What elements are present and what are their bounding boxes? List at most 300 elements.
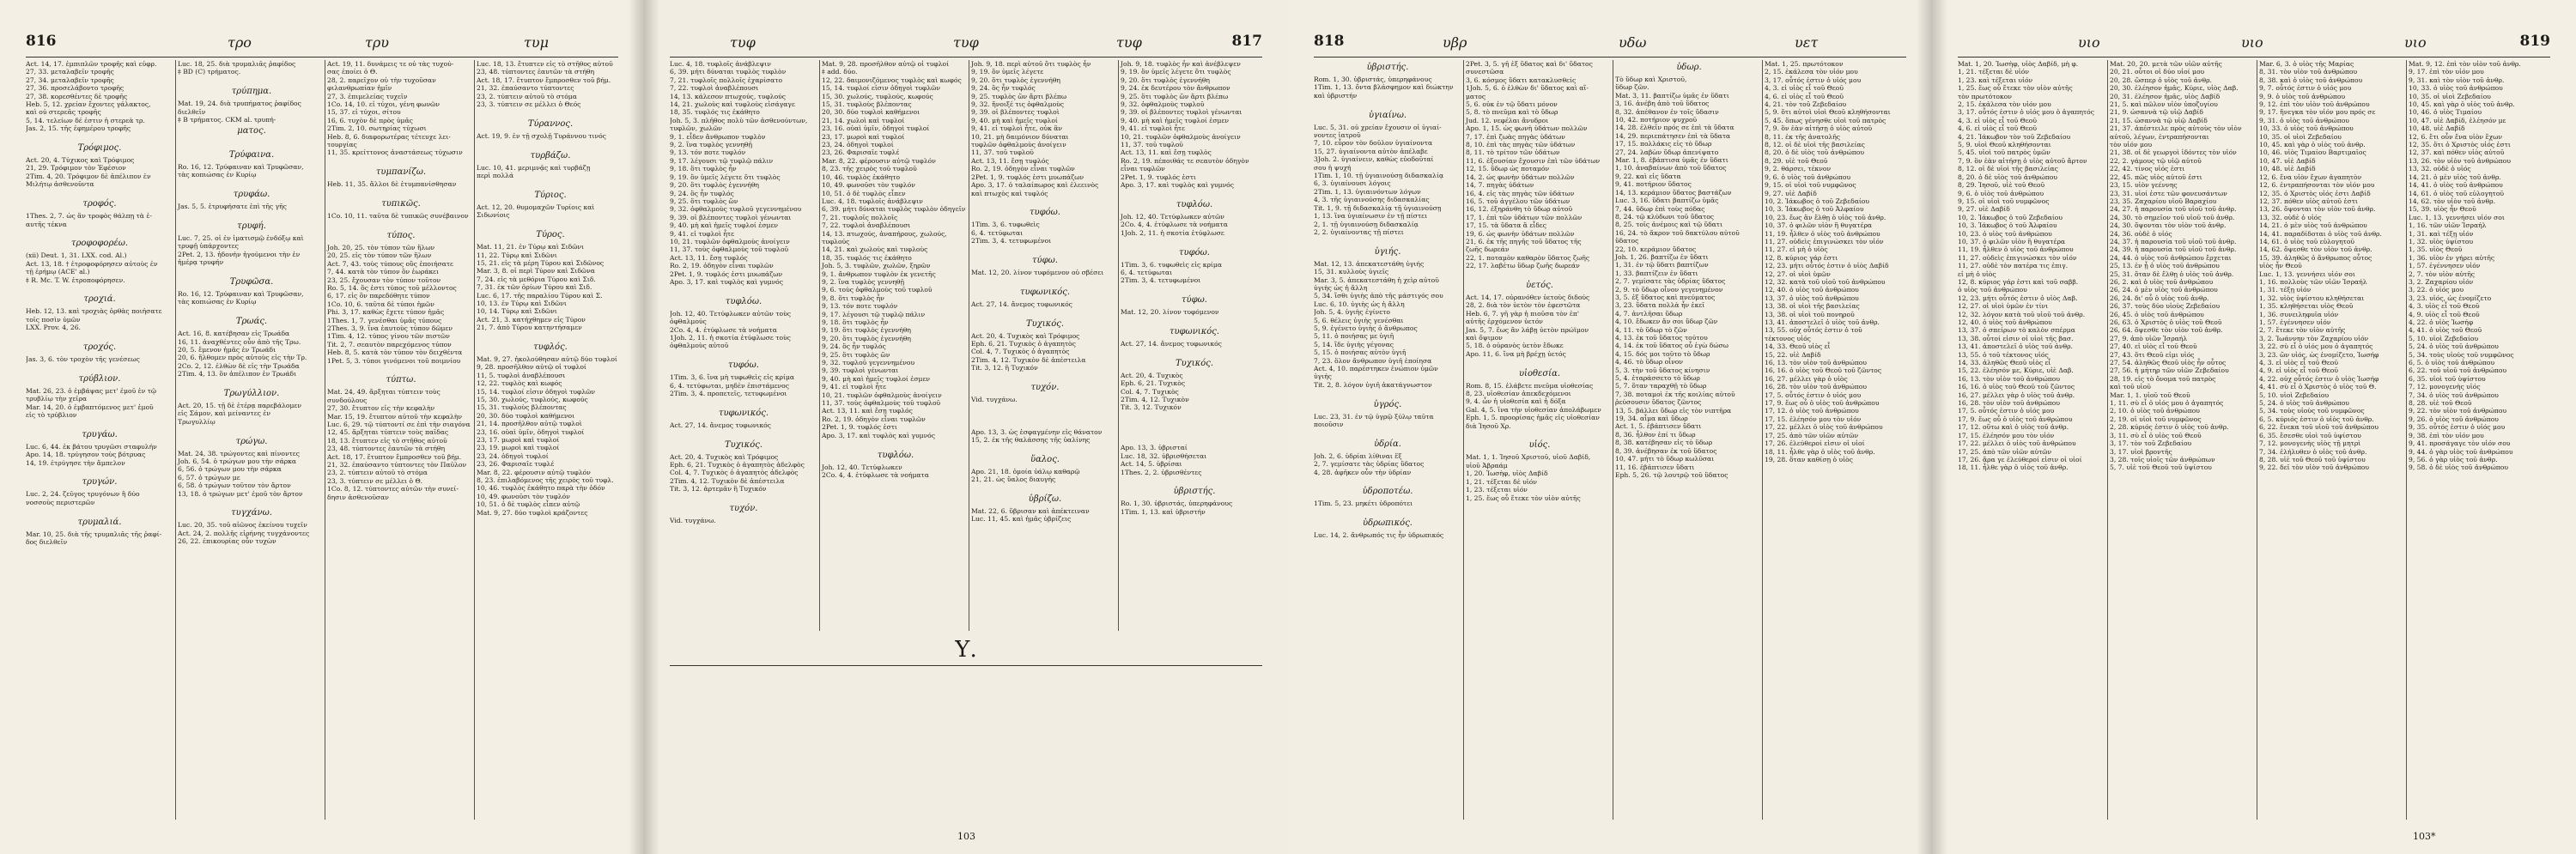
concordance-line: Act. 1, 5. ἐβάπτισεν ὕδατι — [1615, 422, 1702, 431]
concordance-line: 6, 58. ὁ τρώγων τοῦτον τὸν ἄρτον — [178, 482, 291, 490]
concordance-line: εἰ μὴ ὁ υἱὸς — [1958, 270, 1996, 278]
concordance-line: 16, 12. ἐξηράνθη τὸ ὕδωρ αὐτοῦ — [1466, 205, 1573, 214]
concordance-line: Apo. 14, 18. τρύγησον τοὺς βότρυας — [26, 451, 146, 459]
concordance-line: 27, 56. ἡ μήτηρ τῶν υἱῶν Ζεβεδαίου — [2110, 366, 2229, 375]
concordance-line: τὰς κοπιώσας ἐν Κυρίῳ — [178, 171, 257, 179]
concordance-line: 16, 13. τὸν υἱὸν τοῦ ἀνθρώπου — [1765, 359, 1867, 367]
concordance-line: 9, 2. θάρσει, τέκνον — [1765, 165, 1832, 173]
concordance-line: 19, 6. ὡς φωνὴν ὑδάτων πολλῶν — [1466, 229, 1575, 238]
concordance-line — [477, 140, 624, 148]
concordance-line: 2Thes. 3, 9. ἵνα ἑαυτοὺς τύπον δῶμεν — [327, 324, 453, 332]
concordance-line: καὶ ὑβριστήν — [1314, 91, 1358, 100]
concordance-line: καὶ ὄψιμον — [1466, 334, 1503, 342]
concordance-line — [477, 108, 624, 116]
concordance-line: 10, 49. φωνοῦσι τὸν τυφλόν — [822, 181, 915, 190]
concordance-line: Apo. 11, 6. ἵνα μὴ βρέχῃ ὑετός — [1466, 349, 1566, 358]
concordance-line: Jas. 2, 15. τῆς ἐφημέρου τροφῆς — [26, 124, 131, 133]
concordance-line: 6, 5. κύριός ἐστιν ὁ υἱὸς τοῦ ἀνθρ. — [2259, 415, 2374, 423]
concordance-line: 23, 24. ὁδηγοὶ τυφλοί — [822, 141, 894, 149]
concordance-line: Luc. 18, 25. διὰ τρυμαλιᾶς ῥαφίδος — [178, 60, 296, 68]
running-head: υδω — [1619, 34, 1647, 51]
entry-headword: τρυγών. — [82, 477, 118, 488]
concordance-line — [1314, 236, 1461, 244]
concordance-line: 14, 21. ὁ μὲν υἱὸς τοῦ ἀνθρ. — [2409, 173, 2501, 181]
concordance-line: Act. 24, 2. πολλῆς εἰρήνης τυγχάνοντες — [178, 529, 310, 537]
concordance-line: 5, 9. ὅτι αὐτοὶ υἱοὶ Θεοῦ κληθήσονται — [1765, 108, 1891, 117]
concordance-line — [26, 467, 173, 475]
concordance-line: Joh. 12, 40. Τετύφλωκεν αὐτῶν τοὺς — [670, 309, 791, 318]
entry-headword: τύφω. — [1182, 295, 1207, 306]
concordance-line: Joh. 6, 54. ὁ τρώγων μου τὴν σάρκα — [178, 457, 297, 465]
concordance-line: 13, 38. οὗτοί εἰσιν οἱ υἱοὶ τῆς βασ. — [1958, 334, 2074, 342]
entry-headword: τρύπημα. — [231, 87, 272, 97]
concordance-line: Luc. 11, 45. καὶ ἡμᾶς ὑβρίζεις — [971, 515, 1072, 524]
concordance-line: Mar. 6, 3. ὁ υἱὸς τῆς Μαρίας — [2259, 60, 2354, 68]
book-gutter-shadow — [1932, 0, 1947, 854]
concordance-line: Phi. 3, 17. καθὼς ἔχετε τύπον ἡμᾶς — [327, 308, 445, 317]
concordance-line: 9, 39. οἱ βλέποντες τυφλοὶ — [971, 108, 1060, 117]
concordance-line: 7, 9. ὃν ἐὰν αἰτήσῃ ὁ υἱὸς αὐτοῦ — [1765, 124, 1873, 133]
concordance-line: 10, 2. Ἰάκωβος ὁ τοῦ Ζεβεδαίου — [1958, 213, 2063, 221]
concordance-line: Mar. 14, 20. ὁ ἐμβαπτόμενος μετ' ἐμοῦ — [26, 403, 154, 411]
concordance-line: Eph. 6, 21. Τυχικὸς ὁ ἀγαπητὸς — [971, 339, 1076, 348]
concordance-line: Vid. τυγχάνω. — [670, 517, 716, 525]
concordance-line: 14, 33. Θεοῦ υἱὸς εἶ — [1765, 342, 1831, 351]
concordance-line — [971, 245, 1119, 253]
concordance-line — [1121, 436, 1268, 444]
entry-headword: τυφλόω. — [877, 450, 914, 460]
concordance-line: Apo. 1, 15. ὡς φωνὴ ὑδάτων πολλῶν — [1466, 124, 1588, 133]
column — [1762, 60, 1912, 820]
concordance-line: 10, 51. ὁ δὲ τυφλὸς εἶπεν — [822, 189, 906, 197]
concordance-line: Luc. 1, 13. γεννήσει υἱόν σοι — [2409, 213, 2505, 221]
concordance-line: 12, 40. ὁ υἱὸς τοῦ ἀνθρώπου — [1765, 286, 1859, 294]
concordance-line: 3, 22. ὁ υἱός μου — [2409, 286, 2464, 294]
column — [969, 60, 1119, 631]
concordance-line: 9, 6. ὁ υἱὸς τοῦ ἀνθρώπου — [1958, 189, 2044, 197]
concordance-line: 4, 28. ἀφῆκεν οὖν τὴν ὑδρίαν — [1314, 468, 1412, 476]
concordance-line: 13, 41. ἀποστελεῖ ὁ υἱὸς τοῦ ἀνθρ. — [1958, 342, 2073, 351]
concordance-line: Luc. 4, 18. τυφλοῖς ἀνάβλεψιν — [670, 60, 771, 68]
entry-headword: τυφλός. — [533, 342, 568, 352]
concordance-line: Mat. 20, 20. μετὰ τῶν υἱῶν αὐτῆς — [2110, 60, 2222, 68]
concordance-line: 10, 13. ἐν Τύρῳ καὶ Σιδῶνι — [477, 299, 567, 307]
concordance-line — [178, 210, 325, 218]
concordance-line: 14, 19. ἐτρύγησε τὴν ἄμπελον — [26, 458, 125, 467]
concordance-line: 2, 7. ἔτεκε τὸν υἱὸν αὐτῆς — [2259, 326, 2346, 335]
concordance-line: 2Co. 4, 4. ἐτύφλωσε τὰ νοήματα — [822, 470, 929, 479]
concordance-line: 9, 41. εἰ τυφλοὶ ἦτε — [670, 229, 735, 238]
concordance-line: 21, 14. χωλοὶ καὶ τυφλοί — [822, 116, 905, 124]
concordance-line: 26, 24. ὁ μὲν υἱὸς τοῦ ἀνθρώπου — [2110, 286, 2218, 294]
concordance-line: 18, 13. ἔτυπτεν εἰς τὸ στῆθος αὐτοῦ — [327, 436, 447, 445]
concordance-line: 5, 9. υἱοὶ Θεοῦ κληθήσονται — [1958, 141, 2051, 149]
concordance-line: 8, 10. ἐπὶ τὰς πηγὰς τῶν ὑδάτων — [1466, 141, 1576, 149]
concordance-line: 14, 21. καὶ χωλοὺς καὶ τυφλοὺς — [822, 245, 928, 254]
concordance-line: δησιν ἀσθενοῦσαν — [327, 493, 389, 501]
concordance-line: 9, 24. ἐκ δευτέρου τὸν ἄνθρωπον — [1121, 84, 1230, 93]
concordance-line: 25, 31. ὅταν δὲ ἔλθῃ ὁ υἱὸς τοῦ ἀνθρ. — [2110, 270, 2234, 278]
column — [325, 60, 475, 820]
concordance-line: 11, 27. οὐδεὶς ἐπιγινώσκει τὸν υἱόν — [1765, 237, 1884, 245]
concordance-line: 10, 42. ποτήριον ψυχροῦ — [1615, 116, 1698, 124]
entry-headword: τροχός. — [82, 342, 117, 352]
concordance-line: 15, 14. τυφλοί εἰσιν ὁδηγοὶ τυφλῶν — [822, 84, 940, 93]
concordance-line: τρυφῇ ὑπάρχοντες — [178, 242, 239, 251]
concordance-line: Mat. 12, 20. λίνον τυφόμενον οὐ σβέσει — [971, 268, 1104, 276]
concordance-line: 17, 26. ἄρα γε ἐλεύθεροί εἰσιν οἱ υἱοί — [1958, 455, 2082, 463]
concordance-line: 15, 30. χωλούς, τυφλούς, κωφούς — [477, 396, 588, 403]
concordance-line: 12, 22. δαιμονιζόμενος τυφλὸς καὶ κωφός — [822, 76, 962, 84]
concordance-line: 7, 12. μονογενὴς υἱός — [2409, 383, 2481, 391]
columns — [26, 60, 618, 820]
concordance-line — [26, 228, 173, 236]
concordance-line: 5, 34. τοὺς υἱοὺς τοῦ νυμφῶνος — [2409, 350, 2514, 359]
concordance-line — [26, 133, 173, 141]
concordance-line: Luc. 7, 25. οἱ ἐν ἱματισμῷ ἐνδόξῳ καὶ — [178, 233, 304, 242]
concordance-line — [1121, 285, 1268, 293]
concordance-line: 22, 1. ποταμὸν καθαρὸν ὕδατος ζωῆς — [1466, 253, 1590, 262]
concordance-line: 2, 15. ἐκάλεσα τὸν υἱόν μου — [1958, 100, 2051, 109]
concordance-line: 1Tim. 3, 6. τυφωθεὶς εἰς κρίμα — [1121, 260, 1222, 269]
concordance-line: Mat. 1, 20. Ἰωσὴφ, υἱὸς Δαβίδ, μὴ φ. — [1958, 60, 2079, 68]
concordance-line: 9, 28. προσῆλθον αὐτῷ οἱ τυφλοί — [477, 363, 586, 372]
running-head: τυφ — [730, 34, 756, 51]
concordance-line: 13, 26. ὄψονται τὸν υἱὸν τοῦ ἀνθρ. — [2259, 205, 2376, 214]
concordance-line: Luc. 10, 41. μεριμνᾷς καὶ τυρβάζῃ — [477, 163, 591, 172]
concordance-line: διὰ Ἰησοῦ Χρ. — [1466, 421, 1511, 430]
concordance-line: 7, 34. ὁ υἱὸς τοῦ ἀνθρώπου — [2409, 391, 2499, 399]
concordance-line: 5, 8. τὸ πνεῦμα καὶ τὸ ὕδωρ — [1466, 108, 1558, 117]
entry-headword: τυγχάνω. — [231, 508, 272, 518]
concordance-line — [1314, 389, 1461, 397]
concordance-line: Act. 27, 14. ἄνεμος τυφωνικός — [1121, 339, 1222, 348]
concordance-line — [26, 506, 173, 514]
concordance-line: 16, 16. ὁ υἱὸς τοῦ Θεοῦ τοῦ ζῶντος — [1765, 366, 1882, 375]
concordance-line: Act. 13, 11. ἔσῃ τυφλός — [971, 156, 1049, 165]
concordance-line: 3, 23. ὢν υἱός, ὡς ἐνομίζετο, Ἰωσήφ — [2259, 350, 2379, 359]
concordance-line — [1314, 428, 1461, 436]
concordance-line: Vid. τυγχάνω. — [971, 396, 1018, 403]
concordance-line: Mar. 10, 25. διὰ τῆς τρυμαλιᾶς τῆς ῥαφί- — [26, 530, 162, 538]
concordance-line: 13, 37. ὁ σπείρων τὸ καλὸν σπέρμα — [1958, 326, 2075, 335]
concordance-line: 10, 2. Ἰάκωβος ὁ τοῦ Ζεβεδαίου — [1765, 197, 1869, 205]
column — [2107, 60, 2257, 820]
concordance-line: Eph. 6, 21. Τυχικὸς ὁ ἀγαπητὸς ἀδελφὸς — [670, 461, 805, 469]
concordance-line: 6, 5. ὁ υἱὸς τοῦ ἀνθρώπου — [2409, 359, 2495, 367]
concordance-line: 8, 29. υἱὲ τοῦ Θεοῦ — [1765, 156, 1828, 165]
concordance-line: 5, 6. οὐκ ἐν τῷ ὕδατι μόνον — [1466, 100, 1558, 109]
concordance-line: ἡμέρᾳ τρυφήν — [178, 258, 224, 267]
entry-headword: τυφλόω. — [725, 296, 762, 306]
entry-headword: τροφοφορέω. — [70, 239, 129, 249]
concordance-line: Act. 20, 15. τῇ δὲ ἑτέρᾳ παρεβάλομεν — [178, 401, 301, 409]
concordance-line: 5, 15. ὁ ποιήσας αὐτὸν ὑγιῆ — [1314, 348, 1406, 357]
concordance-line: 9, 20. ὅτι τυφλὸς ἐγεννήθη — [822, 334, 911, 342]
concordance-line: 10, 3. Ἰάκωβος ὁ τοῦ Ἀλφαίου — [1765, 205, 1864, 214]
entry-headword: ὑβριστής. — [1173, 487, 1216, 497]
concordance-line: Luc. 2, 24. ζεῦγος τρυγόνων ἢ δύο — [26, 490, 140, 499]
concordance-line: 20, 30. ἐλέησον ἡμᾶς, Κύριε, υἱὸς Δαβ. — [2110, 84, 2239, 93]
concordance-line: 9, 40. μὴ καὶ ἡμεῖς τυφλοί ἐσμεν — [670, 221, 779, 230]
concordance-line: Luc. 6, 10. ὑγιὴς ὡς ἡ ἄλλη — [1314, 300, 1405, 308]
concordance-line: 1Tim. 1, 10. τῇ ὑγιαινούσῃ διδασκαλίᾳ — [1314, 172, 1444, 180]
concordance-line: 2, 10. ὁ υἱὸς τοῦ ἀνθρώπου — [2110, 407, 2200, 415]
concordance-line: ματος — [1466, 92, 1486, 100]
concordance-line: 3, 22. σὺ εἶ ὁ υἱός μου ὁ ἀγαπητός — [2259, 342, 2373, 351]
concordance-line: 14, 41. ὁ υἱὸς τοῦ ἀνθρώπου — [2409, 181, 2503, 190]
concordance-line: Joh. 12, 40. Τετύφλωκεν αὐτῶν — [1121, 212, 1224, 221]
concordance-line: 13, 38. οἱ υἱοὶ τοῦ πονηροῦ — [1765, 310, 1855, 318]
running-head: τυφ — [953, 34, 979, 51]
concordance-line — [670, 397, 817, 405]
concordance-line: 11, 19. ἦλθεν ὁ υἱὸς τοῦ ἀνθρώπου — [1958, 245, 2074, 254]
concordance-line: 4, 6. εἰ υἱὸς εἶ τοῦ Θεοῦ — [1958, 124, 2037, 133]
concordance-line: 4, 21. Ἰάκωβον τὸν τοῦ Ζεβεδαίου — [1958, 132, 2071, 141]
concordance-line: 1Co. 10, 11. ταῦτα δὲ τυπικῶς συνέβαινον — [327, 212, 469, 221]
concordance-line: Ro. 5, 14. ὅς ἐστι τύπος τοῦ μέλλοντος — [327, 283, 457, 292]
concordance-line — [1314, 476, 1461, 484]
concordance-line: 4, 3. υἱὸς εἶ τοῦ Θεοῦ — [2409, 302, 2480, 311]
concordance-line: 8, 24. τῷ κλύδωνι τοῦ ὕδατος — [1615, 212, 1715, 221]
concordance-line: 22, 45. πῶς υἱὸς αὐτοῦ ἐστι — [2110, 173, 2202, 181]
concordance-line — [477, 179, 624, 187]
concordance-line: Ro. 1, 30. ὑβριστάς, ὑπερηφάνους — [1121, 500, 1233, 508]
concordance-line: 7, 21. τυφλοῖς πολλοῖς — [822, 213, 898, 221]
concordance-line: 10, 37. ὁ φιλῶν υἱὸν ἢ θυγατέρα — [1765, 221, 1873, 230]
concordance-line: 9, 41. εἰ τυφλοὶ ἦτε, οὐκ ἂν — [971, 124, 1062, 133]
concordance-line: 23, 3. τύπτειν σε μέλλει ὁ Θ. — [327, 476, 423, 485]
concordance-line: Joh. 12, 40. Τετύφλωκεν — [822, 463, 902, 471]
concordance-line: 2Co. 4, 4. ἐτύφλωσε τὰ νοήματα — [670, 325, 777, 334]
concordance-line: 27, 9. ἀπὸ υἱῶν Ἰσραήλ — [2110, 334, 2188, 342]
concordance-line: 2Tim. 1, 13. ὑγιαινόντων λόγων — [1314, 187, 1421, 196]
concordance-line: Act. 7, 43. τοὺς τύπους οὓς ἐποιήσατε — [327, 259, 453, 268]
concordance-line: τυφλῶν, χωλῶν — [670, 124, 722, 133]
concordance-line: 20, 5. ἔμενον ἡμᾶς ἐν Τρωάδι — [178, 345, 276, 354]
concordance-line — [971, 420, 1119, 427]
running-head: τρυ — [365, 34, 389, 51]
page-819 — [1932, 0, 2576, 854]
concordance-line: 9, 56. ὁ γὰρ υἱὸς τοῦ ἀνθρ. — [2409, 455, 2498, 463]
concordance-line: 13, 41. ἀποστελεῖ ὁ υἱὸς τοῦ ἀνθρ. — [1765, 318, 1880, 326]
concordance-line: 12, 32. λόγον κατὰ τοῦ υἱοῦ τοῦ ἀνθρ. — [1958, 310, 2086, 318]
concordance-line: 17, 9. ἕως οὗ ὁ υἱὸς τοῦ ἀνθρώπου — [1765, 399, 1880, 408]
concordance-line: 10, 21. τυφλῶν ὀφθαλμοὺς ἀνοίγειν — [670, 237, 790, 245]
concordance-line: 3, 17. οὗτός ἐστιν ὁ υἱός μου ὁ ἀγαπητός — [1958, 108, 2094, 117]
concordance-line: 7, 44. κατὰ τὸν τύπον ὃν ἑωράκει — [327, 268, 440, 276]
entry-headword: ὕαλος. — [1030, 454, 1060, 464]
concordance-line: 5, 34. τοὺς υἱοὺς τοῦ νυμφῶνος — [2259, 407, 2365, 415]
concordance-line — [327, 157, 475, 165]
concordance-line: 9, 31. ὁ υἱὸς τοῦ ἀνθρώπου — [2259, 116, 2349, 124]
concordance-line: 9, 41. εἰ τυφλοὶ ἦτε — [1121, 124, 1186, 133]
concordance-line: Mat. 24, 38. τρώγοντες καὶ πίνοντες — [178, 449, 300, 457]
concordance-line: 9, 1. εἶδεν ἄνθρωπον τυφλὸν — [670, 132, 766, 141]
concordance-line: 20, 30. δύο τυφλοὶ καθήμενοι — [477, 411, 575, 420]
concordance-line: 13, 55. οὐχ οὗτός ἐστιν ὁ τοῦ — [1765, 326, 1862, 335]
concordance-line: αὐτῆς ἐρχόμενον ὑετόν — [1466, 318, 1543, 326]
concordance-line: ὕδατος — [1615, 237, 1639, 245]
concordance-line: 4, 3. εἰ υἱὸς εἶ τοῦ Θεοῦ — [1958, 116, 2037, 124]
concordance-line — [971, 484, 1119, 492]
concordance-line: 23, 17. μωροὶ καὶ τυφλοί — [822, 132, 905, 141]
concordance-line — [1466, 430, 1613, 438]
entry-headword: τύπος. — [386, 230, 416, 240]
concordance-line: 1Joh. 2, 11. ἡ σκοτία ἐτύφλωσε — [1121, 228, 1224, 237]
concordance-line: ‡ add. δύο. — [822, 68, 858, 76]
concordance-line: τέκτονος υἱός — [1765, 334, 1811, 342]
concordance-line: 14, 33. ἀληθῶς Θεοῦ υἱὸς εἶ — [1958, 359, 2051, 367]
concordance-line: Apo. 21, 18. ὁμοία ὑάλῳ καθαρῷ — [971, 467, 1080, 475]
concordance-line: 6, 35. ἔσεσθε υἱοὶ τοῦ ὑψίστου — [2259, 431, 2361, 439]
concordance-line: 9, 9. ὁ υἱὸς τοῦ ἀνθρώπου — [2259, 92, 2346, 100]
concordance-line: 1Tim. 1, 13. καὶ ὑβριστήν — [1121, 507, 1206, 516]
concordance-line: 5, 10. υἱοὶ Ζεβεδαίου — [2259, 391, 2330, 399]
concordance-line: 15, 22. ἐλέησόν με, Κύριε, υἱὲ Δαβ. — [1958, 366, 2074, 375]
entry-headword: ὑβριστής. — [1366, 63, 1409, 72]
concordance-line: εἶναι τυφλῶν — [1121, 165, 1165, 173]
concordance-line: 27, 33. μεταλαβεῖν τροφῆς — [26, 68, 114, 76]
concordance-line: 7, 38. ποταμοὶ ἐκ τῆς κοιλίας αὐτοῦ — [1615, 390, 1735, 398]
concordance-line: 5, 4. ἐταράσσετο τὸ ὕδωρ — [1615, 374, 1700, 383]
concordance-line: 17, 5. οὗτός ἐστιν ὁ υἱός μου — [1765, 391, 1862, 399]
concordance-line: 26, 2. καὶ ὁ υἱὸς τοῦ ἀνθρώπου — [2110, 277, 2214, 286]
concordance-line: 4, 3. τῆς ὑγιαινούσης διδασκαλίας — [1314, 196, 1430, 204]
concordance-line: 12, 27. οἱ υἱοὶ ὑμῶν ἐν τίνι — [1958, 302, 2049, 311]
concordance-line: 5, 11. ὁ ποιήσας με ὑγιῆ — [1314, 332, 1394, 341]
concordance-line: 1, 31. τέξῃ υἱόν — [2259, 286, 2312, 294]
concordance-line: 13, 18. ὁ τρώγων μετ' ἐμοῦ τὸν ἄρτον — [178, 489, 303, 498]
concordance-line: 8, 20. ὁ δὲ υἱὸς τοῦ ἀνθρώπου — [1958, 173, 2057, 181]
concordance-line: 1, 35. υἱὸς Θεοῦ — [2409, 245, 2463, 254]
concordance-line: 23, 15. υἱὸν γεέννης — [2110, 181, 2178, 190]
concordance-line: 1Tim. 1, 13. ὄντα βλάσφημον καὶ διώκτην — [1314, 83, 1454, 92]
concordance-line — [178, 426, 325, 433]
concordance-line: 17, 12. οὕτω καὶ ὁ υἱὸς τοῦ ἀνθρ. — [1958, 423, 2069, 432]
concordance-line: 27, 38. κορεσθέντες δὲ τροφῆς — [26, 92, 128, 100]
concordance-line: 15, 22. υἱὲ Δαβίδ — [1765, 350, 1821, 359]
book-gutter-shadow — [629, 0, 644, 854]
concordance-line: 4, 22. οὐχ οὗτός ἐστιν ὁ υἱὸς Ἰωσήφ — [2259, 374, 2379, 383]
concordance-line: 7, 12. μονογενὴς υἱὸς τῇ μητρὶ — [2259, 439, 2361, 448]
concordance-line: 9, 24. ὃς ἦν τυφλός — [971, 84, 1036, 93]
concordance-line: Luc. 18, 32. ὑβρισθήσεται — [1121, 451, 1207, 460]
concordance-line: 21, 14. προσῆλθον αὐτῷ τυφλοὶ — [477, 420, 582, 428]
concordance-line: 14, 61. ὁ υἱὸς τοῦ εὐλογητοῦ — [2259, 237, 2355, 245]
entry-headword: ὑγρός. — [1373, 399, 1402, 409]
concordance-line — [1121, 190, 1268, 197]
concordance-line: 5, 24. ὁ υἱὸς τοῦ ἀνθρώπου — [2259, 399, 2349, 408]
column — [1118, 60, 1268, 631]
column — [2257, 60, 2407, 820]
concordance-line — [1121, 317, 1268, 324]
concordance-line: 9, 26. ὁ υἱὸς τοῦ ἀνθρώπου — [2409, 415, 2499, 423]
concordance-line — [1466, 358, 1613, 366]
page-818 — [1288, 0, 1932, 854]
entry-headword: τύφω. — [1032, 255, 1058, 265]
entry-headword: Τρόφιμος. — [77, 143, 122, 154]
concordance-line: Eph. 1, 5. προορίσας ἡμᾶς εἰς υἱοθεσίαν — [1466, 414, 1600, 422]
concordance-line: 23, 25. ἔχουσαν τὸν τύπον τοῦτον — [327, 276, 441, 284]
concordance-line: 9, 27. υἱὲ Δαβίδ — [1958, 205, 2010, 214]
concordance-line: 23, 48. τύπτοντες ἑαυτῶν τὰ στήθη — [477, 68, 595, 76]
concordance-line: ῥεύσουσιν ὕδατος ζῶντος — [1615, 398, 1702, 407]
concordance-line: 1, 32. υἱὸς ὑψίστου — [2409, 237, 2474, 245]
page-816 — [0, 0, 644, 854]
concordance-line: 23, 2. τύπτειν αὐτοῦ τὸ στόμα — [477, 92, 577, 100]
concordance-line: 4, 15. δός μοι τοῦτο τὸ ὕδωρ — [1615, 349, 1710, 358]
concordance-line: 9, 32. ὀφθαλμοὺς τυφλοῦ — [1121, 100, 1205, 109]
concordance-line: 16, 16. ὁ υἱὸς τοῦ Θεοῦ τοῦ ζῶντος — [1958, 383, 2075, 391]
concordance-line: τουργίας — [327, 141, 357, 149]
concordance-line: 28, 2. παρεῖχον οὐ τὴν τυχοῦσαν — [327, 76, 436, 84]
concordance-line: 16, 6. τυχὸν δὲ πρὸς ὑμᾶς — [327, 116, 413, 124]
concordance-line — [178, 139, 325, 147]
concordance-line: Col. 4, 7. Τυχικὸς ὁ ἀγαπητὸς — [971, 348, 1070, 356]
concordance-line — [971, 308, 1119, 316]
concordance-line: Luc. 3, 16. ὕδατι βαπτίζω ὑμᾶς — [1615, 197, 1719, 205]
entry-headword: ὑγιής. — [1374, 246, 1401, 257]
concordance-line: 11, 37. τοῦ τυφλοῦ — [971, 148, 1034, 157]
concordance-line: Act. 13, 11. καὶ ἔσῃ τυφλὸς — [1121, 148, 1212, 157]
concordance-line: Act. 27, 14. ἄνεμος τυφωνικός — [971, 300, 1072, 308]
concordance-line: Act. 16, 8. κατέβησαν εἰς Τρωάδα — [178, 330, 290, 338]
concordance-line: αὐτοῦ, λέγων, ἐντραπήσονται — [2110, 132, 2209, 141]
concordance-line: 2, 15. ἐκάλεσα τὸν υἱόν μου — [1765, 68, 1858, 76]
concordance-line: 12, 8. κύριος γάρ ἐστι καὶ τοῦ σαββ. — [1958, 277, 2079, 286]
concordance-line: 5, 7. ὅταν ταραχθῇ τὸ ὕδωρ — [1615, 382, 1707, 391]
concordance-line: 1, 21. τέξεται δὲ υἱόν — [1466, 477, 1537, 486]
concordance-line: 12, 6. ἔτι οὖν ἕνα υἱὸν ἔχων — [2409, 132, 2502, 141]
concordance-line: Joh. 5, 3. πλῆθος πολὺ τῶν ἀσθενούντων, — [670, 116, 808, 124]
concordance-line: σου ἡ ψυχή — [1314, 163, 1352, 172]
page-header — [26, 33, 618, 55]
entry-headword: Τύριος. — [534, 190, 567, 200]
entry-headword: Τύρος. — [536, 230, 565, 240]
concordance-line: 1, 13. ἵνα ὑγιαίνωσιν ἐν τῇ πίστει — [1314, 212, 1428, 221]
concordance-line: ζωῆς δωρεάν — [1466, 245, 1510, 254]
concordance-line: 9, 25. ὅτι τυφλὸς ὤν — [670, 197, 738, 205]
concordance-line: Mar. 15, 19. ἔτυπτον αὐτοῦ τὴν κεφαλὴν — [327, 412, 463, 421]
header-rule — [1958, 57, 2550, 58]
concordance-line: 3, 6. κόσμος ὕδατι κατακλυσθείς — [1466, 76, 1577, 84]
running-head: τυφ — [1116, 34, 1142, 51]
concordance-line: 3, 23. ὕδατα πολλὰ ἦν ἐκεῖ — [1615, 301, 1705, 310]
concordance-line: 10, 21. μὴ δαιμόνιον δύναται — [971, 132, 1069, 141]
concordance-line: Mar. 8, 22. φέρουσιν αὐτῷ τυφλόν — [477, 468, 591, 476]
concordance-line: 1Tim. 4, 12. τύπος γίνου τῶν πιστῶν — [327, 332, 450, 341]
concordance-line: ‡ BD (C) τρήματος. — [178, 68, 241, 76]
concordance-line: 9, 25. τυφλὸς ὤν ἄρτι βλέπω — [971, 92, 1067, 100]
concordance-line: 6, 57. ὁ τρώγων με — [178, 473, 240, 482]
column — [474, 60, 624, 820]
concordance-line — [1314, 100, 1461, 107]
entry-headword: ὑετός. — [1526, 280, 1553, 290]
concordance-line: ‡ B τρήματος. CKM al. τρυπή- — [178, 116, 276, 124]
concordance-line: 2, 7. γεμίσατε τὰς ὑδρίας ὕδατος — [1615, 277, 1726, 286]
concordance-line: Mat. 9, 28. προσῆλθον αὐτῷ οἱ τυφλοί — [822, 60, 950, 68]
concordance-line: Apo. 3, 17. καὶ τυφλὸς καὶ γυμνός — [1121, 181, 1235, 190]
concordance-line: 9, 6. τοὺς ὀφθαλμοὺς τοῦ τυφλοῦ — [822, 286, 933, 294]
concordance-line: καὶ πτωχὸς καὶ τυφλός — [971, 189, 1048, 197]
concordance-line: Joh. 2, 6. ὑδρίαι λίθιναι ἕξ — [1314, 451, 1402, 460]
concordance-line: 9, 17. λέγουσι τῷ τυφλῷ πάλιν — [670, 156, 774, 165]
concordance-line: 17, 22. μέλλει ὁ υἱὸς τοῦ ἀνθρώπου — [1958, 439, 2076, 448]
concordance-line: 12, 35. ὅτι ὁ Χριστὸς υἱός ἐστι — [2409, 141, 2511, 149]
concordance-line: 14, 21. ὁ μὲν υἱὸς τοῦ ἀνθρώπου — [2259, 221, 2367, 230]
concordance-line: 27, 3. ἐπιμελείας τυχεῖν — [327, 92, 408, 100]
